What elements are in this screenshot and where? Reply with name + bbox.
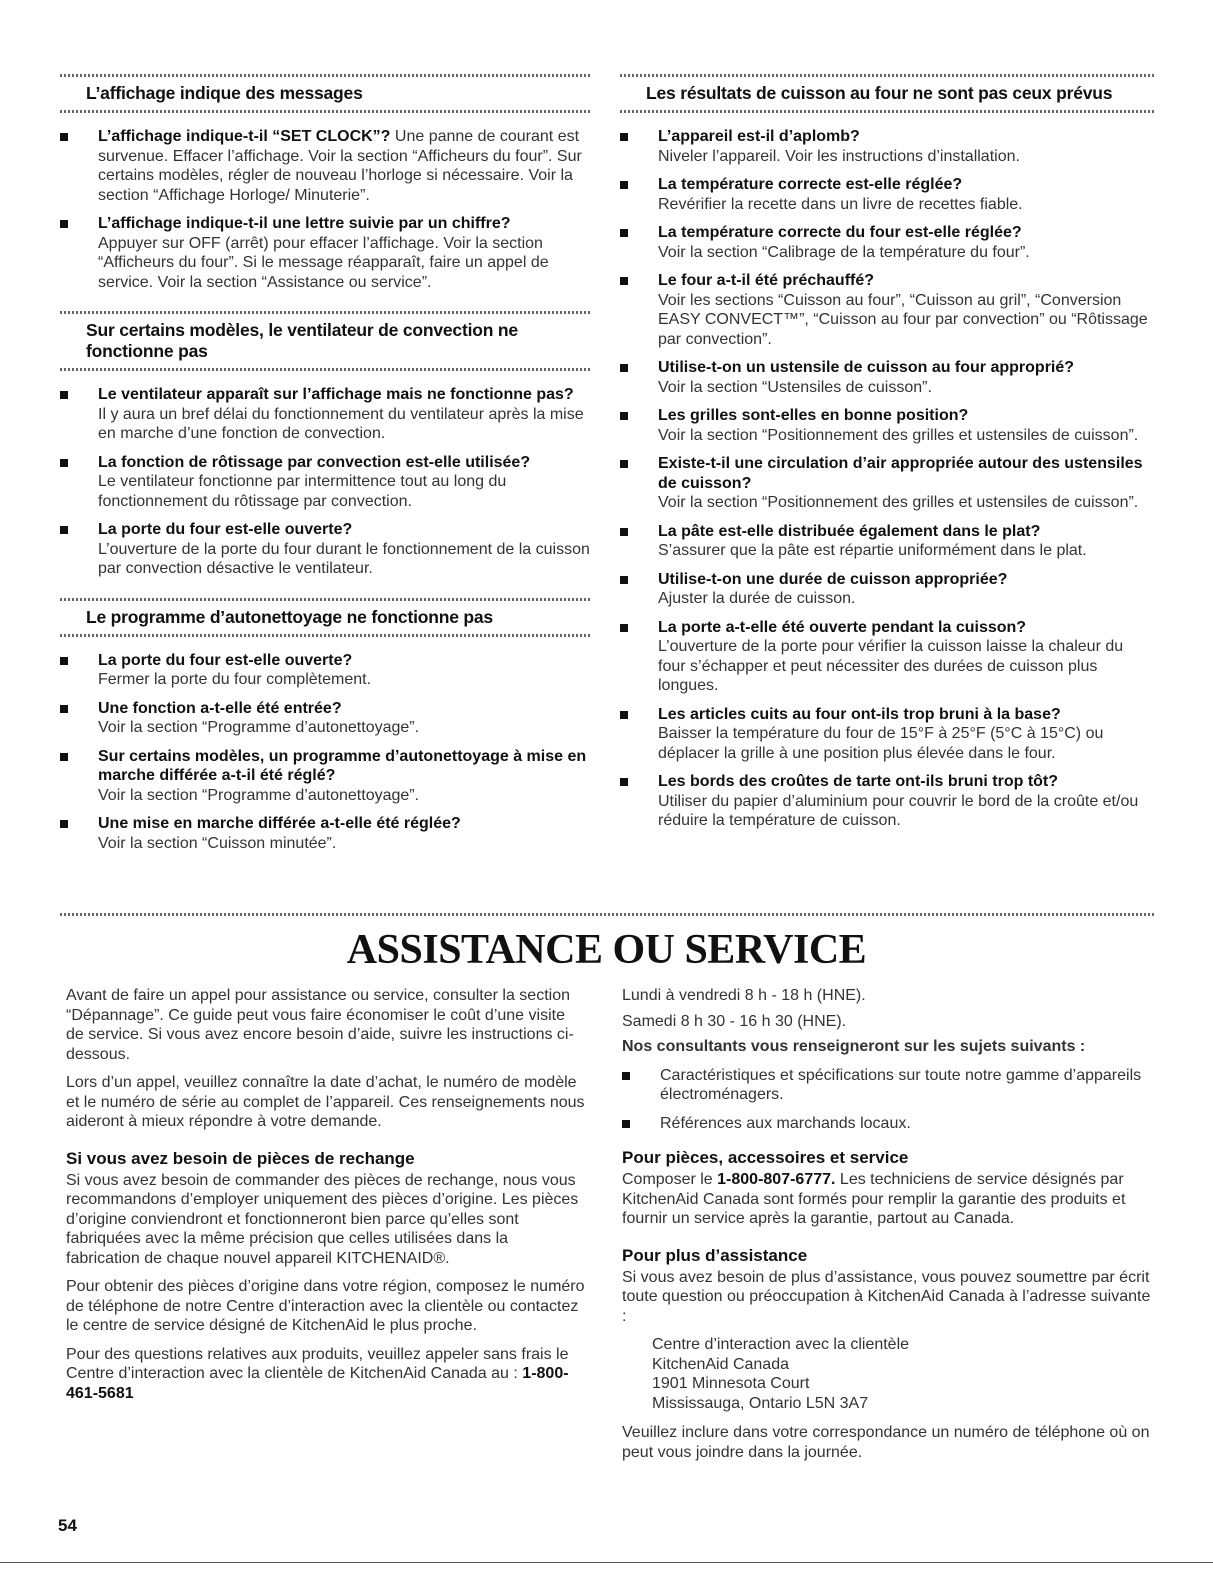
section-baking-results xyxy=(620,74,1155,113)
answer: Voir la section “Ustensiles de cuisson”. xyxy=(658,378,932,396)
question: Le four a-t-il été préchauffé? xyxy=(658,272,875,289)
question: Existe-t-il une circulation d’air appropriée autour des ustensiles de cuisson? xyxy=(658,455,1143,492)
hours-line: Lundi à vendredi 8 h - 18 h (HNE). xyxy=(622,987,866,1004)
section-title: Le programme d’autonettoyage ne fonctionne pas xyxy=(86,606,493,627)
answer: Une panne de courant est survenue. Effacer l’affichage. Voir la section “Afficheurs du four”. Sur certains modèles, régler de nouveau l’horloge si nécessaire. Voir la section “Affichage Horloge/ Minuterie”. xyxy=(98,128,582,204)
question: Utilise-t-on une durée de cuisson appropriée? xyxy=(658,570,1008,588)
question: La porte du four est-elle ouverte? xyxy=(98,521,353,538)
list-item xyxy=(620,705,1155,764)
hours-line: Samedi 8 h 30 - 16 h 30 (HNE). xyxy=(622,1012,847,1030)
answer: L’ouverture de la porte du four durant le fonctionnement de la cuisson par convection désactive le ventilateur. xyxy=(98,540,590,577)
question: Une mise en marche différée a-t-elle été réglée? xyxy=(98,815,461,832)
phone-number: 1-800-807-6777. xyxy=(717,1171,836,1188)
section-convection-fan xyxy=(60,311,590,371)
answer: Ajuster la durée de cuisson. xyxy=(658,590,856,607)
assistance-left-column xyxy=(66,986,586,1412)
list-item xyxy=(620,223,1155,262)
intro-paragraph: Avant de faire un appel pour assistance ou service, consulter la section “Dépannage”. Ce guide peut vous faire économiser le coût d’une visite de service. Si vous avez encore besoin d’aide, suivre les instructions ci-dessous. xyxy=(66,987,574,1063)
question: La pâte est-elle distribuée également dans le plat? xyxy=(658,522,1041,540)
page-title: ASSISTANCE OU SERVICE xyxy=(346,927,867,973)
answer: Il y aura un bref délai du fonctionnement du ventilateur après la mise en marche d’une fonction de convection. xyxy=(98,405,584,442)
parts-text: Pour des questions relatives aux produits, veuillez appeler sans frais le Centre d’interaction avec la clientèle de KitchenAid Canada au : xyxy=(66,1345,569,1382)
section-self-clean xyxy=(60,598,590,637)
list-item xyxy=(620,772,1155,831)
section-title: Sur certains modèles, le ventilateur de convection ne fonctionne pas xyxy=(86,320,518,361)
list-item xyxy=(60,453,590,512)
answer: Niveler l’appareil. Voir les instructions d’installation. xyxy=(658,147,1020,165)
section-title: Les résultats de cuisson au four ne sont pas ceux prévus xyxy=(646,83,1113,103)
item-list xyxy=(60,651,590,854)
list-item xyxy=(60,747,590,806)
list-item xyxy=(620,522,1155,561)
service-prefix: Composer le xyxy=(622,1171,713,1188)
parts-heading: Si vous avez besoin de pièces de rechange xyxy=(66,1148,415,1168)
list-item xyxy=(620,358,1155,397)
list-item-text: Références aux marchands locaux. xyxy=(660,1114,911,1132)
answer: S’assurer que la pâte est répartie uniformément dans le plat. xyxy=(658,542,1087,559)
answer: Appuyer sur OFF (arrêt) pour effacer l’affichage. Voir la section “Afficheurs du four”. Si le message réapparaît, faire un appel de service. Voir la section “Assistance ou service”. xyxy=(98,234,549,291)
list-item xyxy=(620,406,1155,445)
answer: Baisser la température du four de 15°F à 25°F (5°C à 15°C) ou déplacer la grille à une position plus élevée dans le four. xyxy=(658,725,1104,762)
list-item xyxy=(60,520,590,579)
answer: Revérifier la recette dans un livre de recettes fiable. xyxy=(658,195,1023,213)
answer: Fermer la porte du four complètement. xyxy=(98,671,372,688)
question: Sur certains modèles, un programme d’autonettoyage à mise en marche différée a-t-il été réglé? xyxy=(98,747,587,784)
parts-paragraph: Si vous avez besoin de commander des pièces de rechange, nous vous recommandons d’employer uniquement des pièces d’origine. Les pièces d’origine conviendront et fonctionneront bien parce qu’elles sont fabriquées avec la même précision que celles utilisées dans la fabrication de chaque nouvel appareil KITCHENAID®. xyxy=(66,1171,579,1267)
answer: L’ouverture de la porte pour vérifier la cuisson laisse la chaleur du four s’échapper et peut nécessiter des durées de cuisson plus longues. xyxy=(658,638,1124,694)
section-divider xyxy=(60,913,1155,916)
question: L’appareil est-il d’aplomb? xyxy=(658,128,860,145)
list-item xyxy=(60,385,590,444)
question: La fonction de rôtissage par convection est-elle utilisée? xyxy=(98,453,531,471)
list-item xyxy=(620,570,1155,609)
address-line: 1901 Minnesota Court xyxy=(652,1375,810,1392)
question: La porte a-t-elle été ouverte pendant la cuisson? xyxy=(658,618,1027,636)
answer: Voir la section “Programme d’autonettoyage”. xyxy=(98,719,420,736)
list-item xyxy=(620,618,1155,696)
question: Les grilles sont-elles en bonne position? xyxy=(658,407,969,424)
answer: Voir les sections “Cuisson au four”, “Cuisson au gril”, “Conversion EASY CONVECT™”, “Cuisson au four par convection” ou “Rôtissage par convection”. xyxy=(658,291,1148,348)
question: Une fonction a-t-elle été entrée? xyxy=(98,699,342,717)
question: La température correcte est-elle réglée? xyxy=(658,176,963,193)
intro-paragraph: Lors d’un appel, veuillez connaître la date d’achat, le numéro de modèle et le numéro de série au complet de l’appareil. Ces renseignements nous aideront à mieux répondre à votre demande. xyxy=(66,1074,585,1130)
question: Le ventilateur apparaît sur l’affichage mais ne fonctionne pas? xyxy=(98,386,574,403)
list-item-text: Caractéristiques et spécifications sur toute notre gamme d’appareils électroménagers. xyxy=(660,1066,1142,1103)
parts-paragraph: Pour obtenir des pièces d’origine dans votre région, composez le numéro de téléphone de notre Centre d’interaction avec la clientèle ou contactez le centre de service désigné de KitchenAid le plus proche. xyxy=(66,1278,585,1334)
service-paragraph xyxy=(622,1170,1152,1229)
answer: Voir la section “Positionnement des grilles et ustensiles de cuisson”. xyxy=(658,426,1139,444)
list-item xyxy=(622,1066,1152,1105)
list-item xyxy=(60,214,590,292)
question: Utilise-t-on un ustensile de cuisson au four approprié? xyxy=(658,359,1075,376)
parts-paragraph xyxy=(66,1345,586,1404)
page-number: 54 xyxy=(58,1516,77,1535)
mailing-address xyxy=(622,1335,1152,1413)
phone-number: 1-800-461-5681 xyxy=(66,1365,569,1402)
answer: Voir la section “Programme d’autonettoyage”. xyxy=(98,786,420,804)
answer: Utiliser du papier d’aluminium pour couvrir le bord de la croûte et/ou réduire la température de cuisson. xyxy=(658,792,1139,829)
list-item xyxy=(620,127,1155,166)
list-item xyxy=(60,127,590,205)
service-heading: Pour pièces, accessoires et service xyxy=(622,1148,909,1167)
left-troubleshooting-column xyxy=(60,74,590,862)
list-item xyxy=(60,699,590,738)
item-list xyxy=(60,127,590,292)
more-assistance-paragraph: Si vous avez besoin de plus d’assistance, vous pouvez soumettre par écrit toute question ou préoccupation à KitchenAid Canada à l’adresse suivante : xyxy=(622,1268,1151,1325)
address-line: Mississauga, Ontario L5N 3A7 xyxy=(652,1394,869,1412)
list-item xyxy=(60,651,590,690)
question: Les articles cuits au four ont-ils trop bruni à la base? xyxy=(658,705,1061,723)
assistance-right-column xyxy=(622,986,1152,1471)
address-line: KitchenAid Canada xyxy=(652,1355,789,1373)
question: Les bords des croûtes de tarte ont-ils bruni trop tôt? xyxy=(658,773,1059,790)
address-line: Centre d’interaction avec la clientèle xyxy=(652,1336,910,1353)
list-item xyxy=(622,1114,1152,1134)
list-item xyxy=(620,454,1155,513)
section-title: L’affichage indique des messages xyxy=(86,83,363,103)
consultants-heading: Nos consultants vous renseigneront sur les sujets suivants : xyxy=(622,1038,1086,1055)
question: L’affichage indique-t-il une lettre suivie par un chiffre? xyxy=(98,215,511,232)
list-item xyxy=(620,271,1155,349)
more-assistance-heading: Pour plus d’assistance xyxy=(622,1245,808,1265)
question: La température correcte du four est-elle réglée? xyxy=(658,224,1022,241)
service-text: Les techniciens de service désignés par KitchenAid Canada sont formés pour remplir la garantie des produits et fournir un service après la garantie, partout au Canada. xyxy=(622,1171,1126,1227)
right-troubleshooting-column xyxy=(620,74,1155,840)
item-list xyxy=(60,385,590,579)
answer: Voir la section “Cuisson minutée”. xyxy=(98,834,337,852)
answer: Voir la section “Calibrage de la température du four”. xyxy=(658,243,1030,261)
bottom-rule xyxy=(0,1562,1213,1563)
consult-list xyxy=(622,1066,1152,1134)
answer: Voir la section “Positionnement des grilles et ustensiles de cuisson”. xyxy=(658,494,1139,511)
question: La porte du four est-elle ouverte? xyxy=(98,651,353,669)
question: L’affichage indique-t-il “SET CLOCK”? xyxy=(98,128,391,145)
closing-paragraph: Veuillez inclure dans votre correspondance un numéro de téléphone où on peut vous joindre dans la journée. xyxy=(622,1424,1150,1461)
list-item xyxy=(60,814,590,853)
answer: Le ventilateur fonctionne par intermittence tout au long du fonctionnement du rôtissage par convection. xyxy=(98,473,507,510)
section-messages xyxy=(60,74,590,113)
item-list xyxy=(620,127,1155,831)
list-item xyxy=(620,175,1155,214)
